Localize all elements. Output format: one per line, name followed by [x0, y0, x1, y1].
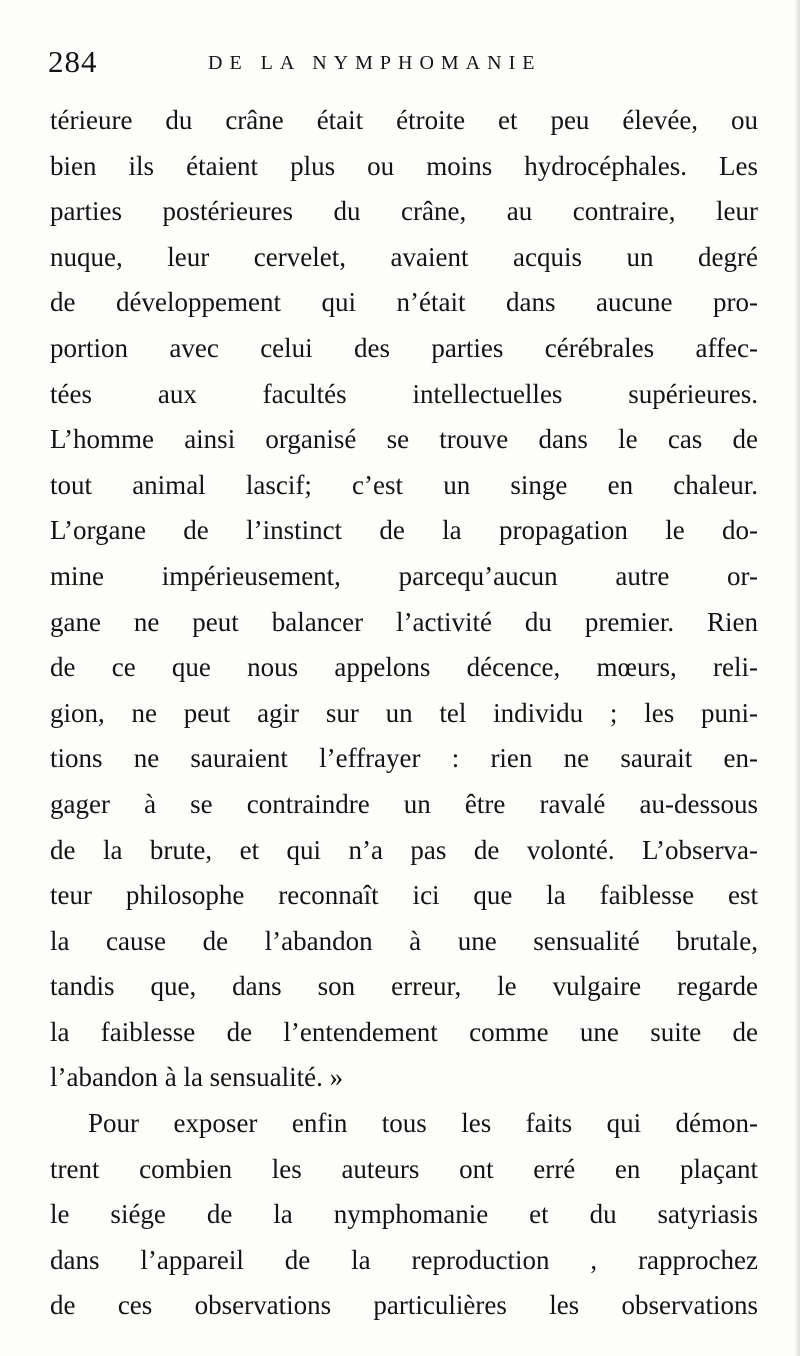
paragraph-2: [50, 1101, 758, 1329]
text-line: tandis que, dans son erreur, le vulgaire regarde: [50, 971, 758, 1002]
text-line: térieure du crâne était étroite et peu élevée, ou: [50, 105, 758, 135]
text-line: Pour exposer enfin tous les faits qui démon-: [88, 1108, 758, 1139]
page-edge-shadow: [794, 0, 800, 1356]
text-line: de développement qui n’était dans aucune pro-: [50, 287, 758, 318]
text-line: le siége de la nymphomanie et du satyriasis: [50, 1199, 758, 1230]
text-line: teur philosophe reconnaît ici que la faiblesse est: [50, 880, 758, 911]
text-line: L’homme ainsi organisé se trouve dans le cas de: [50, 424, 758, 455]
text-line: portion avec celui des parties cérébrales affec-: [50, 332, 758, 363]
text-line: gane ne peut balancer l’activité du premier. Rien: [50, 606, 758, 637]
text-line: de la brute, et qui n’a pas de volonté. L’observa-: [50, 834, 758, 865]
text-line: tout animal lascif; c’est un singe en chaleur.: [50, 469, 758, 500]
running-title: DE LA NYMPHOMANIE: [208, 52, 542, 74]
text-line: gion, ne peut agir sur un tel individu ; les puni-: [50, 697, 758, 728]
text-line: l’abandon à la sensualité. »: [50, 1062, 344, 1093]
text-line: de ces observations particulières les observations: [50, 1290, 758, 1321]
text-line: gager à se contraindre un être ravalé au-dessous: [50, 788, 758, 819]
text-line: tions ne sauraient l’effrayer : rien ne saurait en-: [50, 743, 758, 774]
text-line: de ce que nous appelons décence, mœurs, reli-: [50, 652, 758, 683]
text-line: L’organe de l’instinct de la propagation le do-: [50, 515, 758, 546]
text-line: la faiblesse de l’entendement comme une suite de: [50, 1016, 758, 1047]
text-line: nuque, leur cervelet, avaient acquis un degré: [50, 241, 758, 272]
text-line: parties postérieures du crâne, au contraire, leur: [50, 196, 758, 227]
text-line: dans l’appareil de la reproduction , rapprochez: [50, 1244, 758, 1275]
page-header: [48, 40, 758, 86]
text-line: bien ils étaient plus ou moins hydrocéphales. Les: [50, 150, 758, 181]
paragraph-1: [50, 98, 758, 1101]
body-text: [50, 98, 758, 1329]
page-number: 284: [48, 44, 98, 79]
text-line: tées aux facultés intellectuelles supérieures.: [50, 378, 758, 409]
text-line: mine impérieusement, parcequ’aucun autre or-: [50, 560, 758, 591]
text-line: trent combien les auteurs ont erré en plaçant: [50, 1153, 758, 1184]
text-line: la cause de l’abandon à une sensualité brutale,: [50, 925, 758, 956]
